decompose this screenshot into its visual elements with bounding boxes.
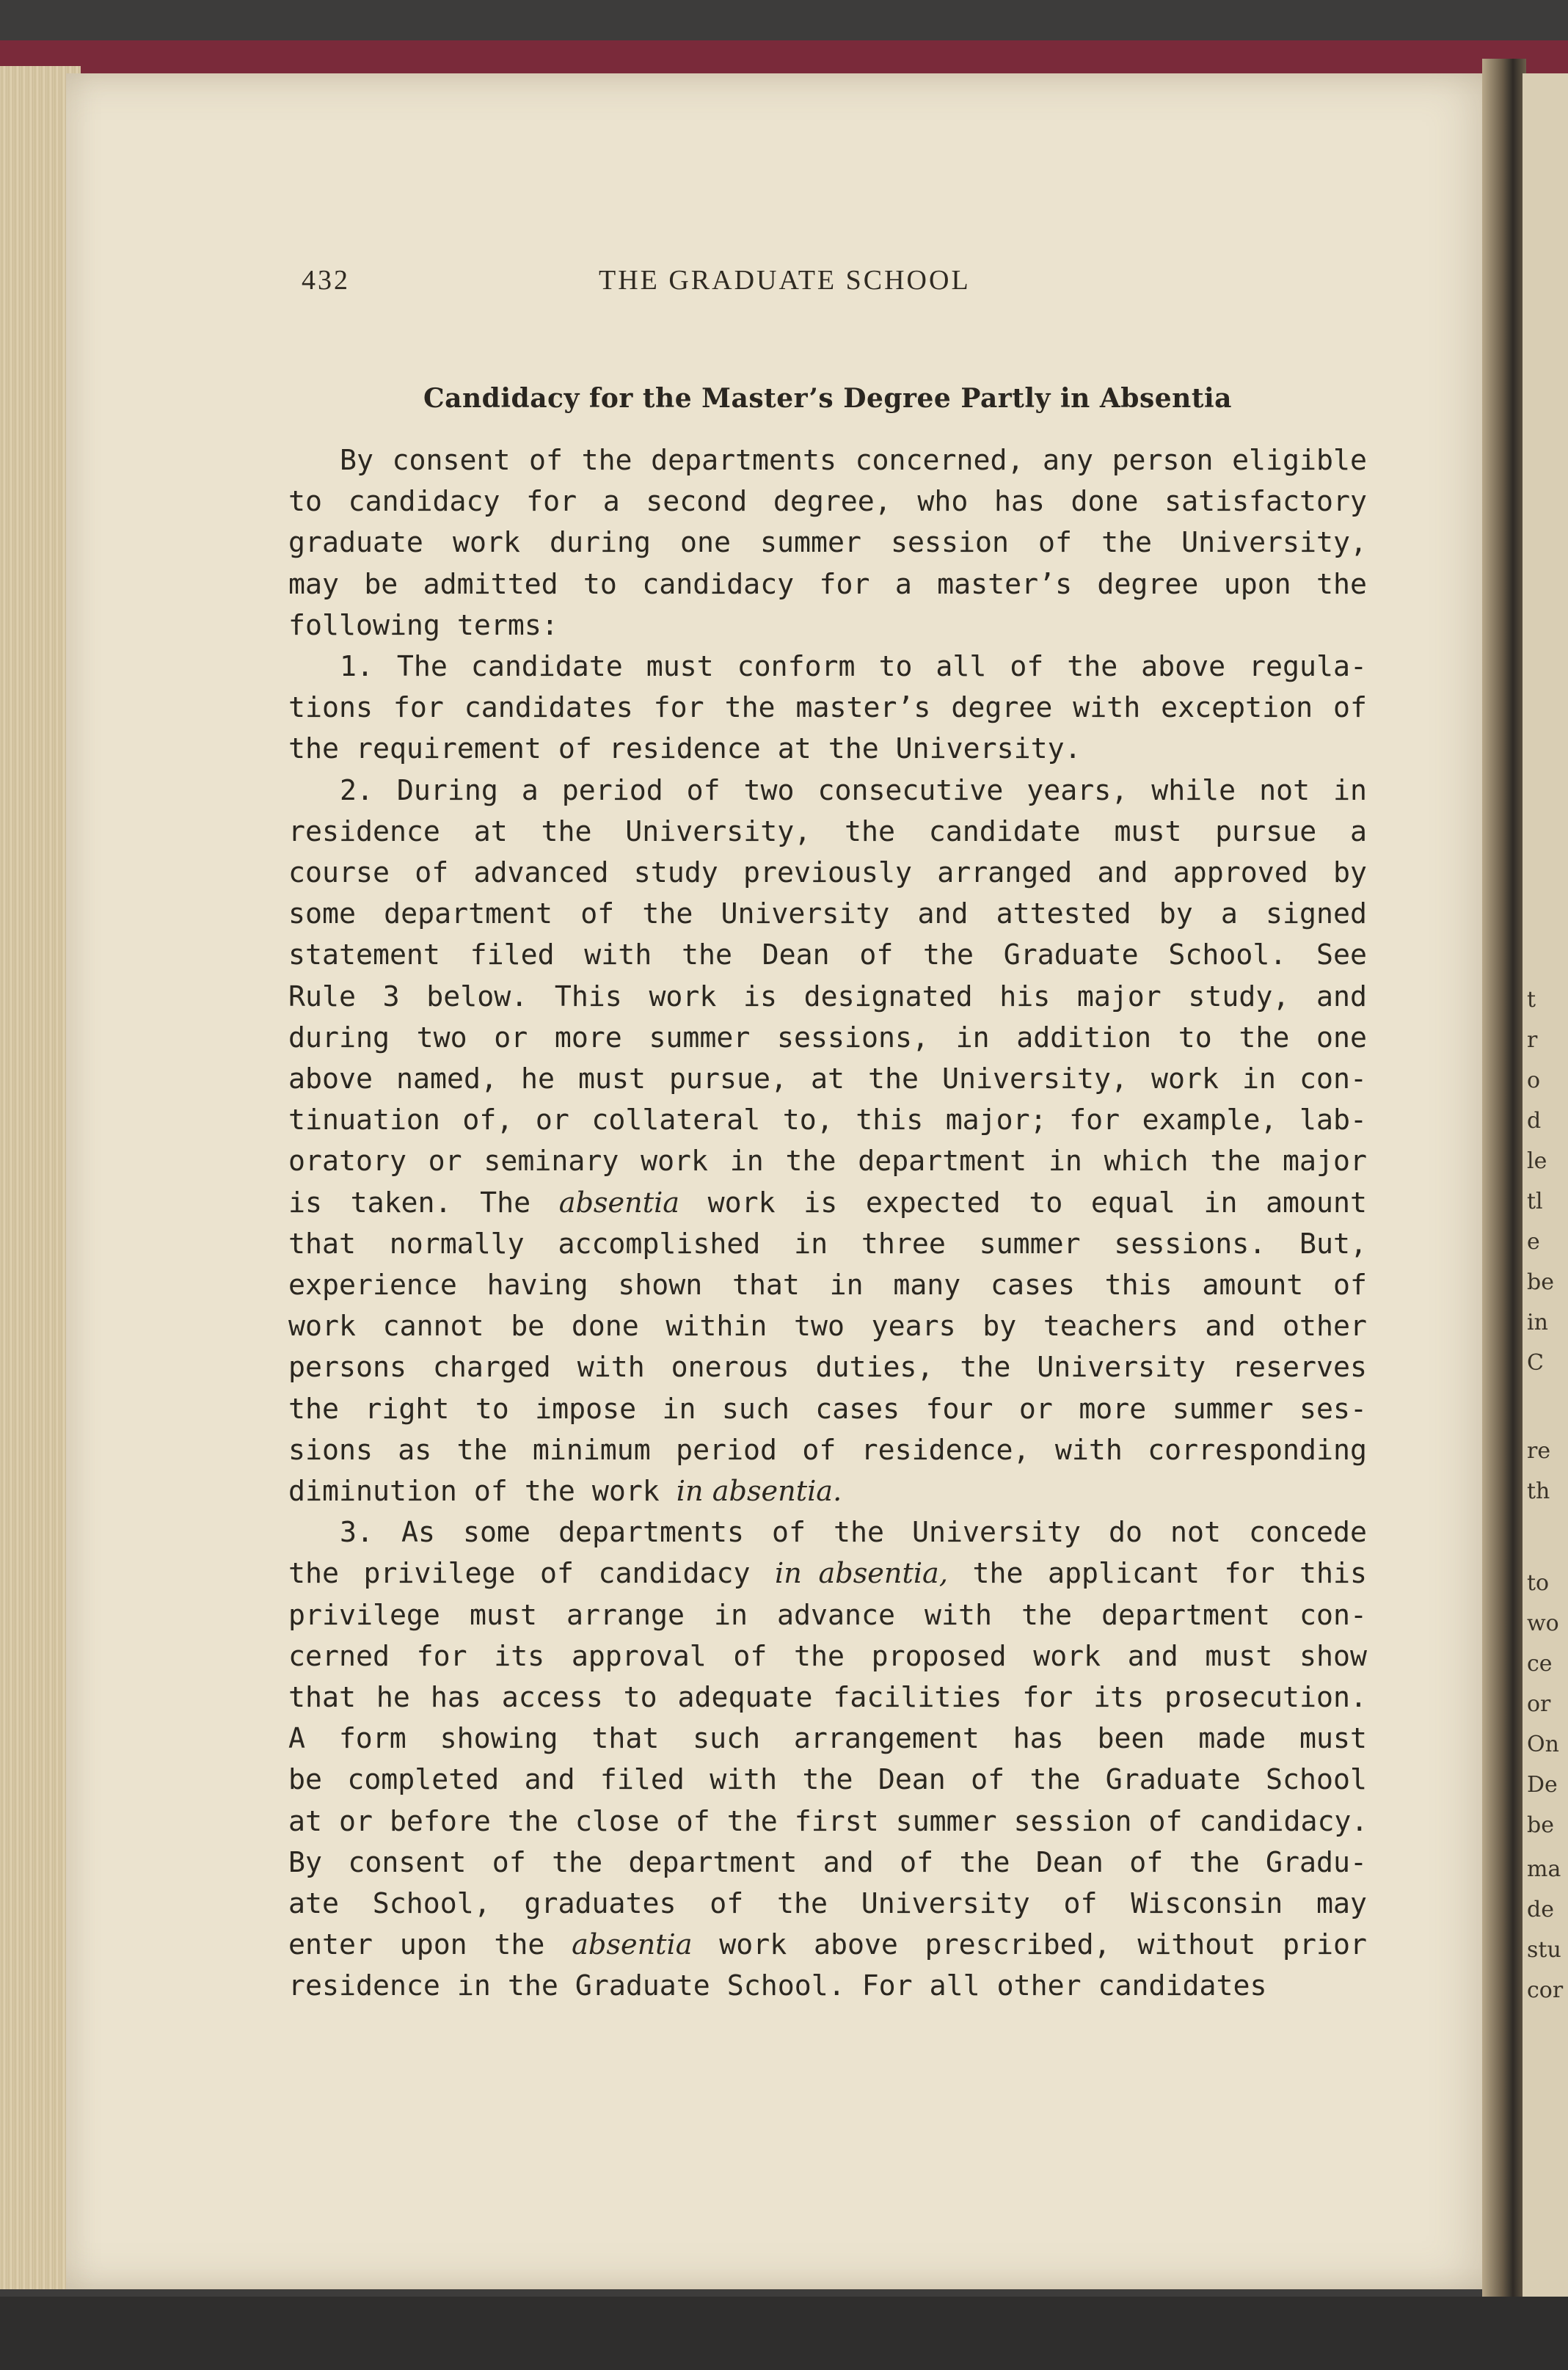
running-head-title: THE GRADUATE SCHOOL — [599, 265, 971, 296]
facing-page-fragment: th — [1527, 1478, 1550, 1504]
text-line: some department of the University and attested by a signed — [288, 898, 1367, 931]
text-line: course of advanced study previously arranged and approved by — [288, 857, 1367, 889]
text-line: the privilege of candidacy in absentia, the applicant for this — [288, 1558, 1367, 1591]
text-line: cerned for its approval of the proposed work and must show — [288, 1640, 1367, 1673]
text-line: residence at the University, the candidate must pursue a — [288, 815, 1367, 848]
text-line: at or before the close of the first summer session of candidacy. — [288, 1805, 1368, 1838]
facing-page-fragment: De — [1527, 1772, 1558, 1798]
facing-page-fragment: de — [1527, 1897, 1554, 1922]
facing-page-fragment: t — [1527, 987, 1536, 1013]
facing-page-fragment: or — [1527, 1691, 1551, 1717]
facing-page-fragment: in — [1527, 1310, 1548, 1335]
facing-page-fragment: stu — [1527, 1937, 1561, 1963]
text-line: sions as the minimum period of residence, with corresponding — [288, 1434, 1367, 1467]
text-line: privilege must arrange in advance with the department con- — [288, 1599, 1367, 1632]
text-line: following terms: — [288, 609, 558, 642]
facing-page-fragment: r — [1527, 1027, 1538, 1053]
text-line: By consent of the departments concerned, any person eligible — [340, 445, 1367, 477]
text-line: statement filed with the Dean of the Graduate School. See — [288, 939, 1367, 972]
text-line: above named, he must pursue, at the University, work in con- — [288, 1063, 1367, 1095]
text-line: ate School, graduates of the University of Wisconsin may — [288, 1888, 1367, 1920]
text-line: may be admitted to candidacy for a master’s degree upon the — [288, 568, 1367, 601]
text-line: work cannot be done within two years by teachers and other — [288, 1310, 1367, 1343]
text-line: A form showing that such arrangement has been made must — [288, 1723, 1367, 1756]
text-line: that normally accomplished in three summer sessions. But, — [288, 1228, 1367, 1261]
facing-page-sliver — [1523, 73, 1568, 2311]
facing-page-fragment: tl — [1527, 1189, 1543, 1214]
text-line: be completed and filed with the Dean of the Graduate School — [288, 1764, 1367, 1797]
text-line: experience having shown that in many cases this amount of — [288, 1269, 1367, 1302]
text-line: 3. As some departments of the University do not concede — [340, 1517, 1367, 1550]
facing-page-fragment: wo — [1527, 1611, 1559, 1636]
text-line: during two or more summer sessions, in addition to the one — [288, 1021, 1367, 1054]
text-line: enter upon the absentia work above prescribed, without prior — [288, 1929, 1367, 1962]
facing-page-fragment: ce — [1527, 1651, 1553, 1677]
text-line: persons charged with onerous duties, the University reserves — [288, 1352, 1367, 1385]
facing-page-fragment: cor — [1527, 1977, 1564, 2003]
facing-page-fragment: re — [1527, 1438, 1551, 1464]
text-line: residence in the Graduate School. For all other candidates — [288, 1970, 1267, 2003]
facing-page-fragment: to — [1527, 1570, 1550, 1596]
text-line: graduate work during one summer session of the University, — [288, 527, 1367, 560]
facing-page-fragment: o — [1527, 1068, 1541, 1093]
section-heading: Candidacy for the Master’s Degree Partly in Absentia — [423, 383, 1232, 414]
facing-page-fragment: d — [1527, 1108, 1542, 1134]
text-line: Rule 3 below. This work is designated his major study, and — [288, 980, 1367, 1013]
facing-page-fragment: C — [1527, 1350, 1544, 1376]
background-bottom — [0, 2297, 1568, 2370]
text-line: oratory or seminary work in the department in which the major — [288, 1145, 1367, 1178]
text-line: the right to impose in such cases four or more summer ses- — [288, 1393, 1367, 1426]
running-head — [288, 264, 1367, 308]
facing-page-fragment: On — [1527, 1732, 1559, 1757]
book-gutter — [1482, 59, 1526, 2304]
text-line: the requirement of residence at the University. — [288, 733, 1082, 766]
text-line: that he has access to adequate facilities for its prosecution. — [288, 1682, 1367, 1714]
text-line: is taken. The absentia work is expected to equal in amount — [288, 1186, 1368, 1219]
page-number: 432 — [302, 265, 350, 296]
facing-page-fragment: le — [1527, 1148, 1547, 1174]
text-line: diminution of the work in absentia. — [288, 1476, 842, 1508]
text-line: tinuation of, or collateral to, this major; for example, lab- — [288, 1104, 1367, 1137]
text-line: to candidacy for a second degree, who has done satisfactory — [288, 486, 1367, 519]
facing-page-fragment: be — [1527, 1812, 1554, 1838]
facing-page-fragment: e — [1527, 1229, 1540, 1255]
facing-page-fragment: be — [1527, 1269, 1554, 1295]
text-line: By consent of the department and of the Dean of the Gradu- — [288, 1846, 1367, 1879]
text-line: tions for candidates for the master’s degree with exception of — [288, 692, 1367, 725]
text-line: 2. During a period of two consecutive years, while not in — [340, 774, 1367, 807]
facing-page-fragment: ma — [1527, 1856, 1561, 1882]
text-line: 1. The candidate must conform to all of the above regula- — [340, 651, 1367, 683]
